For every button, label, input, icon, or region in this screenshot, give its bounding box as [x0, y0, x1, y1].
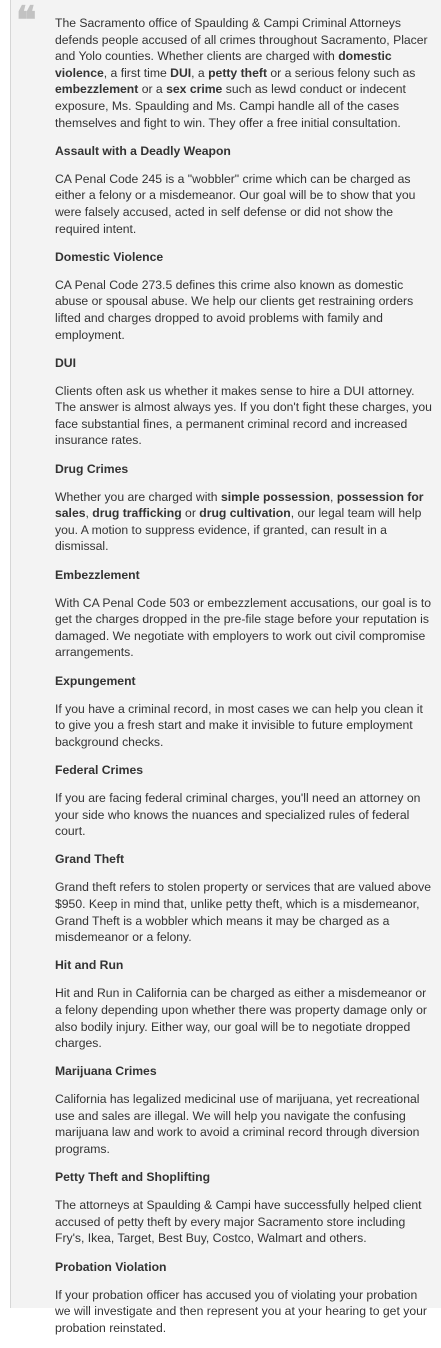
- bold-term: petty theft: [208, 65, 267, 80]
- text-run: or a: [138, 82, 167, 97]
- text-run: California has legalized medicinal use of marijuana, yet recreational use and sales are illegal. We will help you navigate the confusing marijuana law and work to avoid a criminal record through diversion programs.: [55, 1092, 420, 1157]
- text-run: Whether you are charged with: [55, 489, 221, 504]
- section-heading: Expungement: [55, 673, 136, 688]
- bold-term: domestic violence: [55, 49, 392, 80]
- text-run: ,: [330, 489, 337, 504]
- article-content: [55, 15, 435, 1348]
- bold-term: simple possession: [220, 489, 331, 504]
- section-heading: DUI: [55, 355, 76, 370]
- bold-term: embezzlement: [55, 82, 139, 97]
- text-run: or: [181, 506, 200, 521]
- section-body: [55, 489, 435, 555]
- section-heading: Embezzlement: [55, 567, 140, 582]
- section-heading: Domestic Violence: [55, 249, 164, 264]
- blockquote-panel: [10, 0, 441, 1335]
- section-body: [55, 879, 435, 945]
- bold-term: sex crime: [166, 82, 223, 97]
- text-run: With CA Penal Code 503 or embezzlement accusations, our goal is to get the charges dropped in the pre-file stage before your reputation is damaged. We negotiate with employers to work out civil compromise arrangements.: [55, 595, 431, 660]
- intro-paragraph: [55, 15, 435, 131]
- text-run: CA Penal Code 245 is a "wobbler" crime which can be charged as either a felony or a misdemeanor. Our goal will be to show that you were falsely accused, acted in self defense or did not show the required intent.: [55, 171, 416, 236]
- section-body: [55, 790, 435, 840]
- text-run: Grand theft refers to stolen property or services that are valued above $950. Keep in mind that, unlike petty theft, which is a misdemeanor, Grand Theft is a wobbler which means it may be charged as a misdemeanor or a felony.: [55, 880, 431, 945]
- section-heading: Marijuana Crimes: [55, 1064, 157, 1079]
- section-body: [55, 171, 435, 237]
- text-run: such as lewd conduct or indecent exposure, Ms. Spaulding and Ms. Campi handle all of the cases themselves and fight to win. They offer a free initial consultation.: [55, 82, 406, 130]
- section-body: [55, 985, 435, 1051]
- section-heading: Hit and Run: [55, 958, 124, 973]
- section-body: [55, 383, 435, 449]
- text-run: Clients often ask us whether it makes sense to hire a DUI attorney. The answer is almost always yes. If you don't fight these charges, you face substantial fines, a permanent criminal record and increased insurance rates.: [55, 383, 432, 448]
- section-body: [55, 1197, 435, 1247]
- bold-term: possession for sales: [55, 489, 424, 521]
- bold-term: DUI: [170, 65, 192, 80]
- section-body: [55, 1287, 435, 1337]
- text-run: The attorneys at Spaulding & Campi have successfully helped client accused of petty theft by every major Sacramento store including Fry's, Ikea, Target, Best Buy, Costco, Walmart and others.: [55, 1198, 422, 1246]
- text-run: , a: [191, 65, 209, 80]
- section-heading: Federal Crimes: [55, 762, 144, 777]
- text-run: ,: [85, 506, 93, 521]
- text-run: Hit and Run in California can be charged as either a misdemeanor or a felony depending upon whether there was property damage only or also bodily injury. Either way, our goal will be to negotiate dropped charges.: [55, 986, 427, 1051]
- text-run: , our legal team will help you. A motion to suppress evidence, if granted, can result in a dismissal.: [55, 506, 422, 554]
- text-run: The Sacramento office of Spaulding & Campi Criminal Attorneys defends people accused of all crimes throughout Sacramento, Placer and Yolo counties. Whether clients are charged with: [55, 16, 428, 64]
- section-body: [55, 595, 435, 661]
- bold-term: drug cultivation: [199, 506, 291, 521]
- section-heading: Probation Violation: [55, 1259, 167, 1274]
- section-heading: Drug Crimes: [55, 461, 129, 476]
- section-body: [55, 701, 435, 751]
- text-run: CA Penal Code 273.5 defines this crime also known as domestic abuse or spousal abuse. We help our clients get restraining orders lifted and charges dropped to avoid problems with family and employment.: [55, 277, 414, 342]
- bold-term: drug trafficking: [92, 506, 182, 521]
- text-run: or a serious felony such as: [267, 65, 416, 80]
- section-heading: Grand Theft: [55, 852, 125, 867]
- text-run: , a first time: [103, 65, 171, 80]
- section-body: [55, 1091, 435, 1157]
- section-heading: Petty Theft and Shoplifting: [55, 1170, 211, 1185]
- text-run: If you have a criminal record, in most cases we can help you clean it to give you a fresh start and make it invisible to future employment background checks.: [55, 701, 423, 749]
- text-run: If you are facing federal criminal charges, you'll need an attorney on your side who knows the nuances and specialized rules of federal court.: [55, 790, 421, 839]
- section-body: [55, 277, 435, 343]
- text-run: If your probation officer has accused you of violating your probation we will investigate and then represent you at your hearing to get your probation reinstated.: [55, 1287, 427, 1335]
- quote-open-icon: ❝: [16, 0, 37, 42]
- section-heading: Assault with a Deadly Weapon: [55, 143, 231, 158]
